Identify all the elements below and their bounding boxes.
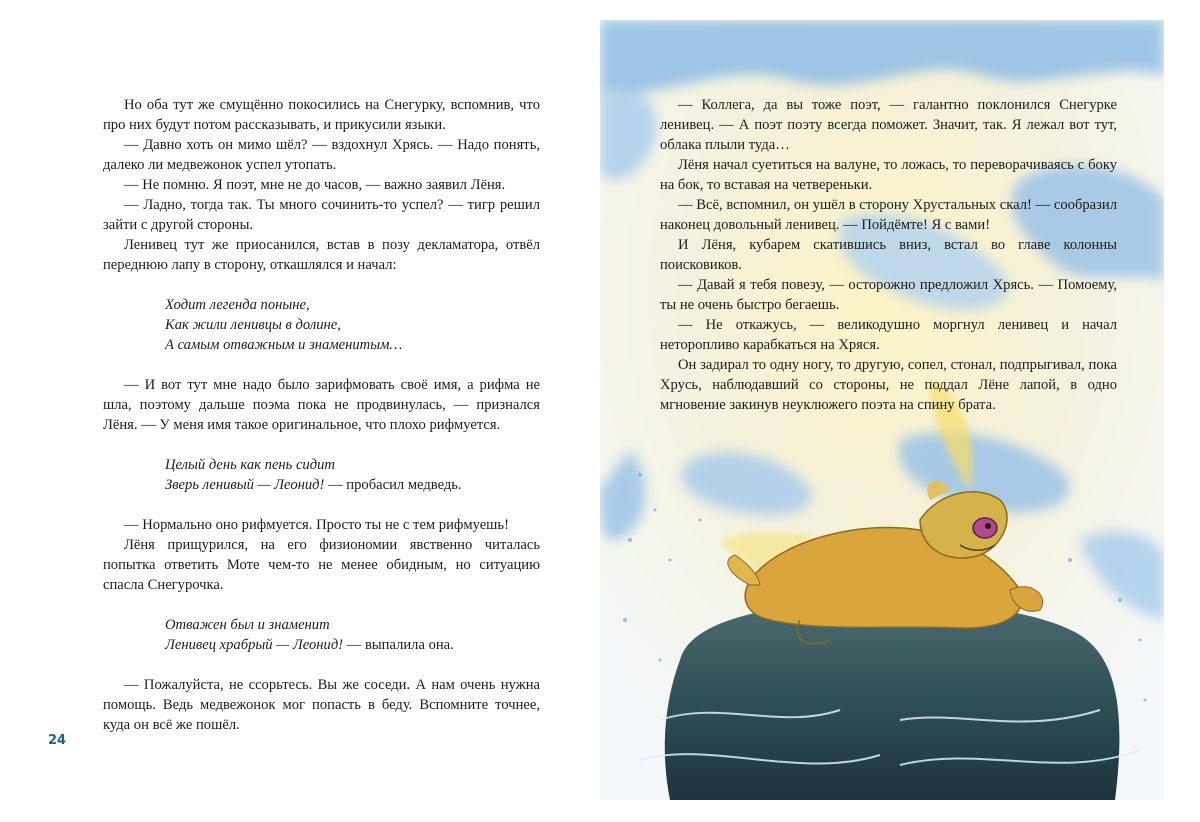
verse-line-italic: Зверь ленивый — Леонид!	[165, 477, 325, 493]
page-number: 24	[48, 733, 67, 748]
verse-line: Как жили ленивцы в долине,	[165, 317, 341, 333]
paragraph: — Не откажусь, — великодушно моргнул ленивец и начал неторопливо карабкаться на Хряся.	[660, 317, 1117, 353]
paragraph: — Давай я тебя повезу, — осторожно предложил Хрясь. — Помоему, ты не очень быстро бегаешь.	[660, 277, 1117, 313]
boulder	[665, 600, 1120, 800]
paragraph: — Не помню. Я поэт, мне не до часов, — важно заявил Лёня.	[124, 177, 506, 193]
verse-line-italic: Ленивец храбрый — Леонид!	[165, 637, 344, 653]
paragraph: — Нормально оно рифмуется. Просто ты не с тем рифмуешь!	[124, 517, 509, 533]
paragraph: Ленивец тут же приосанился, встав в позу декламатора, отвёл переднюю лапу в сторону, откашлялся и начал:	[103, 237, 540, 273]
verse-1	[165, 295, 540, 355]
paragraph: И Лёня, кубарем скатившись вниз, встал во главе колонны поисковиков.	[660, 237, 1117, 273]
paragraph: Он задирал то одну ногу, то другую, сопел, стонал, подпрыгивал, пока Хрусь, наблюдавший со стороны, не поддал Лёне лапой, в одно мгновение закинув неуклюжего поэта на спину брата.	[660, 357, 1117, 413]
right-page	[600, 20, 1164, 800]
left-page-text	[103, 95, 540, 735]
verse-line: А самым отважным и знаменитым…	[165, 337, 403, 353]
paragraph: Но оба тут же смущённо покосились на Снегурку, вспомнив, что про них будут потом рассказывать, и прикусили языки.	[103, 97, 540, 133]
paragraph: — Давно хоть он мимо шёл? — вздохнул Хрясь. — Надо понять, далеко ли медвежонок успел утопать.	[103, 137, 540, 173]
verse-line	[165, 475, 540, 495]
paragraph: — Коллега, да вы тоже поэт, — галантно поклонился Снегурке ленивец. — А поэт поэту всегда поможет. Значит, так. Я лежал вот тут, облака плыли туда…	[660, 97, 1117, 153]
verse-line: Целый день как пень сидит	[165, 457, 335, 473]
paragraph: — И вот тут мне надо было зарифмовать своё имя, а рифма не шла, поэтому дальше поэма пока не продвинулась, — признался Лёня. — У меня имя такое оригинальное, что плохо рифмуется.	[103, 377, 540, 433]
paragraph: — Ладно, тогда так. Ты много сочинить-то успел? — тигр решил зайти с другой стороны.	[103, 197, 540, 233]
verse-line-plain: — выпалила она.	[343, 637, 454, 653]
verse-line	[165, 635, 540, 655]
verse-line: Ходит легенда поныне,	[165, 297, 310, 313]
right-page-text	[660, 95, 1117, 415]
verse-3	[165, 615, 540, 655]
verse-2	[165, 455, 540, 495]
paragraph: Лёня прищурился, на его физиономии явственно читалась попытка ответить Моте чем-то не менее обидным, но ситуацию спасла Снегурочка.	[103, 537, 540, 593]
paragraph: Лёня начал суетиться на валуне, то ложась, то переворачиваясь с боку на бок, то вставая на четвереньки.	[660, 157, 1117, 193]
verse-line-plain: — пробасил медведь.	[324, 477, 462, 493]
paragraph: — Всё, вспомнил, он ушёл в сторону Хрустальных скал! — сообразил наконец довольный ленивец. — Пойдёмте! Я с вами!	[660, 197, 1117, 233]
verse-line: Отважен был и знаменит	[165, 617, 330, 633]
paragraph: — Пожалуйста, не ссорьтесь. Вы же соседи. А нам очень нужна помощь. Ведь медвежонок мог попасть в беду. Вспомните точнее, куда он всё же пошёл.	[103, 677, 540, 733]
